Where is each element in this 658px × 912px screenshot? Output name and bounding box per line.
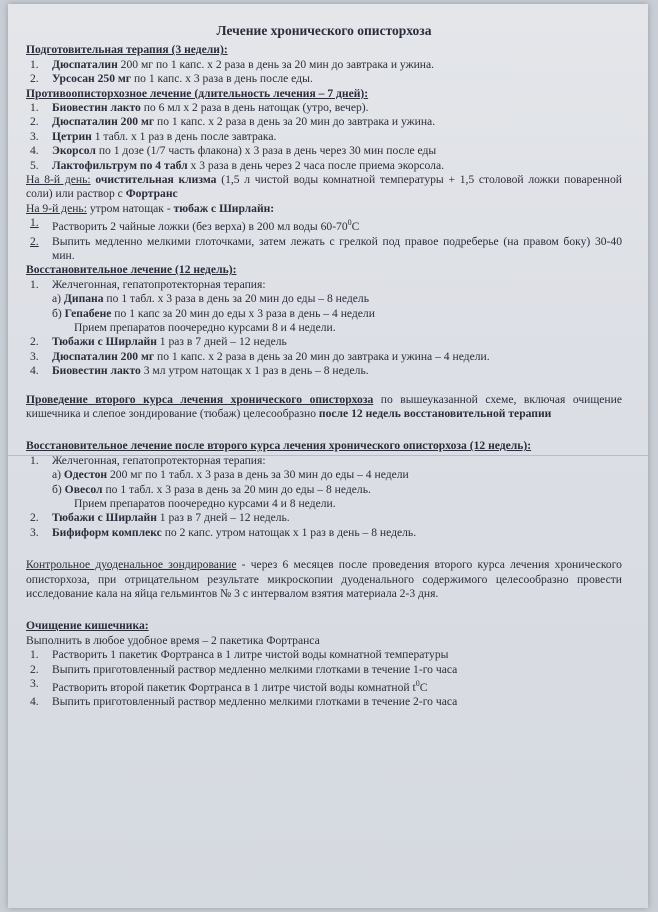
item-number: 4. bbox=[30, 695, 39, 709]
unit-text: С bbox=[351, 220, 360, 234]
item-text: Желчегонная, гепатопротекторная терапия: bbox=[52, 277, 266, 291]
item-text: Растворить второй пакетик Фортранса в 1 литре чистой воды комнатной t bbox=[52, 680, 416, 694]
item-number: 2. bbox=[30, 662, 39, 676]
drug-name: Цетрин bbox=[52, 129, 92, 143]
day9-list bbox=[26, 216, 622, 263]
item-number: 5. bbox=[30, 158, 39, 172]
item-text: по 1 капс. х 2 раза в день за 20 мин до завтрака и ужина. bbox=[154, 115, 436, 129]
item-number: 1. bbox=[30, 216, 39, 230]
list-item bbox=[26, 216, 622, 234]
clean-heading: Очищение кишечника: bbox=[26, 619, 149, 633]
item-text: Выпить приготовленный раствор медленно мелкими глотками в течение 2-го часа bbox=[52, 695, 458, 709]
clean-intro: Выполнить в любое удобное время – 2 пакетика Фортранса bbox=[26, 633, 320, 647]
sub-item-a bbox=[26, 468, 622, 482]
item-text: 200 мг по 1 табл. х 3 раза в день за 30 мин до еды – 4 недели bbox=[107, 468, 409, 482]
day9-paragraph bbox=[26, 202, 622, 216]
item-number: 3. bbox=[30, 349, 39, 363]
fortrans-label: Фортранс bbox=[125, 187, 178, 201]
item-number: 3. bbox=[30, 525, 39, 539]
second-course-text: по вышеуказанной схеме, включая очищение кишечника и слепое зондирование (тюбаж) целесообразно bbox=[26, 392, 622, 421]
list-item bbox=[26, 115, 622, 129]
list-item bbox=[26, 511, 622, 525]
list-item bbox=[26, 648, 622, 662]
day9-label: На 9-й день: bbox=[26, 201, 87, 215]
item-number: 4. bbox=[30, 364, 39, 378]
item-number: 2. bbox=[30, 511, 39, 525]
item-number: 1. bbox=[30, 57, 39, 71]
day9-text: утром натощак - bbox=[86, 201, 174, 215]
list-item bbox=[26, 144, 622, 158]
item-text: по 1 дозе (1/7 часть флакона) х 3 раза в день через 30 мин после еды bbox=[95, 144, 437, 158]
item-text: по 1 табл. х 3 раза в день за 20 мин до еды – 8 недель bbox=[103, 292, 369, 306]
list-item bbox=[26, 526, 622, 540]
item-number: 2. bbox=[30, 115, 39, 129]
alternate-note: Прием препаратов поочередно курсами 8 и 4 недели. bbox=[74, 320, 336, 334]
item-text: 1 раз в 7 дней – 12 недель bbox=[156, 335, 287, 349]
anti-list bbox=[26, 101, 622, 173]
list-item bbox=[26, 364, 622, 378]
control-text: - через 6 месяцев после проведения второго курса лечения хронического описторхоза, при отрицательном результате микроскопии дуоденального содержимого целесообразно провести исследование кала на яйца гельминтов № 3 с интервалом взятия материала 2-3 дня. bbox=[26, 558, 622, 601]
document-body bbox=[26, 24, 622, 710]
drug-name: Бифиформ комплекс bbox=[52, 525, 162, 539]
document-title: Лечение хронического описторхоза bbox=[216, 23, 432, 38]
list-item bbox=[26, 695, 622, 709]
item-text: по 2 капс. утром натощак х 1 раз в день – 8 недель. bbox=[161, 525, 417, 539]
drug-name: Биовестин лакто bbox=[52, 364, 141, 378]
list-item bbox=[26, 663, 622, 677]
sub-item-b bbox=[26, 483, 622, 497]
drug-name: Экорсол bbox=[52, 144, 96, 158]
item-text: Растворить 1 пакетик Фортранса в 1 литре чистой воды комнатной температуры bbox=[52, 648, 449, 662]
sub-item-a bbox=[26, 292, 622, 306]
list-item bbox=[26, 350, 622, 364]
item-text: х 3 раза в день через 2 часа после приема экорсола. bbox=[187, 158, 444, 172]
drug-name: Гепабене bbox=[64, 306, 112, 320]
drug-name: Лактофильтрум по 4 табл bbox=[52, 158, 188, 172]
degree-sup: 0 bbox=[347, 218, 352, 228]
control-paragraph bbox=[26, 558, 622, 601]
item-text: по 1 табл. х 3 раза в день за 20 мин до еды – 8 недель. bbox=[102, 482, 371, 496]
drug-name: Дюспаталин 200 мг bbox=[52, 115, 155, 129]
degree-sup: 0 bbox=[415, 679, 420, 689]
drug-name: Биовестин лакто bbox=[52, 101, 141, 115]
alternate-note: Прием препаратов поочередно курсами 4 и 8 недели. bbox=[74, 497, 336, 511]
item-text: по 1 капс. х 2 раза в день за 20 мин до завтрака и ужина – 4 недели. bbox=[154, 349, 490, 363]
sub-label: а) bbox=[52, 292, 64, 306]
anti-heading: Противоописторхозное лечение (длительность лечения – 7 дней): bbox=[26, 86, 369, 100]
item-text: по 1 капс. х 3 раза в день после еды. bbox=[131, 72, 313, 86]
item-text: Выпить приготовленный раствор медленно мелкими глотками в течение 1-го часа bbox=[52, 662, 458, 676]
day8-text: (1,5 л чистой воды комнатной температуры + 1,5 столовой ложки поваренной соли) или раствор с bbox=[26, 173, 623, 201]
list-item bbox=[26, 130, 622, 144]
sub-label: б) bbox=[52, 306, 65, 320]
list-item bbox=[26, 677, 622, 695]
item-text: 3 мл утром натощак х 1 раз в день – 8 недель. bbox=[140, 364, 369, 378]
drug-name: Одестон bbox=[63, 468, 108, 482]
restore-heading: Восстановительное лечение (12 недель): bbox=[26, 263, 237, 277]
prep-heading: Подготовительная терапия (3 недели): bbox=[26, 43, 228, 57]
restore2-heading: Восстановительное лечение после второго курса лечения хронического описторхоза (12 недель): bbox=[26, 439, 532, 453]
control-label: Контрольное дуоденальное зондирование bbox=[26, 558, 237, 572]
item-text: по 1 капс за 20 мин до еды х 3 раза в день – 4 недели bbox=[111, 306, 375, 320]
item-number: 1. bbox=[30, 277, 39, 291]
sub-label: а) bbox=[52, 468, 64, 482]
sub-item-b bbox=[26, 307, 622, 321]
drug-name: Тюбажи с Ширлайн bbox=[52, 511, 157, 525]
second-course-timing: после 12 недель восстановительной терапии bbox=[318, 407, 552, 421]
item-text: Растворить 2 чайные ложки (без верха) в 200 мл воды 60-70 bbox=[52, 220, 348, 234]
item-text: 200 мг по 1 капс. х 2 раза в день за 20 мин до завтрака и ужина. bbox=[117, 57, 435, 71]
day8-label: На 8-й день: bbox=[26, 173, 91, 187]
item-number: 4. bbox=[30, 144, 39, 158]
tubage-label: тюбаж с Ширлайн: bbox=[173, 201, 275, 215]
list-item bbox=[26, 454, 622, 468]
sub-label: б) bbox=[52, 482, 65, 496]
drug-name: Дипана bbox=[63, 292, 104, 306]
list-item bbox=[26, 278, 622, 292]
drug-name: Дюспаталин bbox=[52, 57, 118, 71]
list-item bbox=[26, 335, 622, 349]
item-number: 2. bbox=[30, 234, 39, 248]
item-text: Выпить медленно мелкими глоточками, затем лежать с грелкой под правое подреберье (на правом боку) 30-40 мин. bbox=[52, 234, 622, 262]
second-course-paragraph bbox=[26, 393, 622, 422]
item-number: 1. bbox=[30, 648, 39, 662]
drug-name: Тюбажи с Ширлайн bbox=[52, 335, 157, 349]
item-number: 2. bbox=[30, 335, 39, 349]
list-item bbox=[26, 159, 622, 173]
list-item bbox=[26, 72, 622, 86]
enema-label: очистительная клизма bbox=[90, 173, 217, 187]
list-item bbox=[26, 235, 622, 264]
item-text: 1 раз в 7 дней – 12 недель. bbox=[156, 511, 290, 525]
prep-list bbox=[26, 58, 622, 87]
drug-name: Дюспаталин 200 мг bbox=[52, 349, 155, 363]
item-number: 1. bbox=[30, 101, 39, 115]
item-text: 1 табл. х 1 раз в день после завтрака. bbox=[91, 129, 277, 143]
item-number: 2. bbox=[30, 72, 39, 86]
drug-name: Овесол bbox=[64, 482, 103, 496]
item-number: 1. bbox=[30, 453, 39, 467]
item-number: 3. bbox=[30, 677, 39, 691]
drug-name: Урсосан 250 мг bbox=[52, 72, 132, 86]
unit-text: С bbox=[419, 680, 428, 694]
second-course-title: Проведение второго курса лечения хронического описторхоза bbox=[26, 392, 374, 406]
item-number: 3. bbox=[30, 129, 39, 143]
item-text: Желчегонная, гепатопротекторная терапия: bbox=[52, 453, 266, 467]
list-item bbox=[26, 58, 622, 72]
list-item bbox=[26, 101, 622, 115]
item-text: по 6 мл х 2 раза в день натощак (утро, вечер). bbox=[140, 101, 369, 115]
day8-paragraph bbox=[26, 173, 622, 202]
